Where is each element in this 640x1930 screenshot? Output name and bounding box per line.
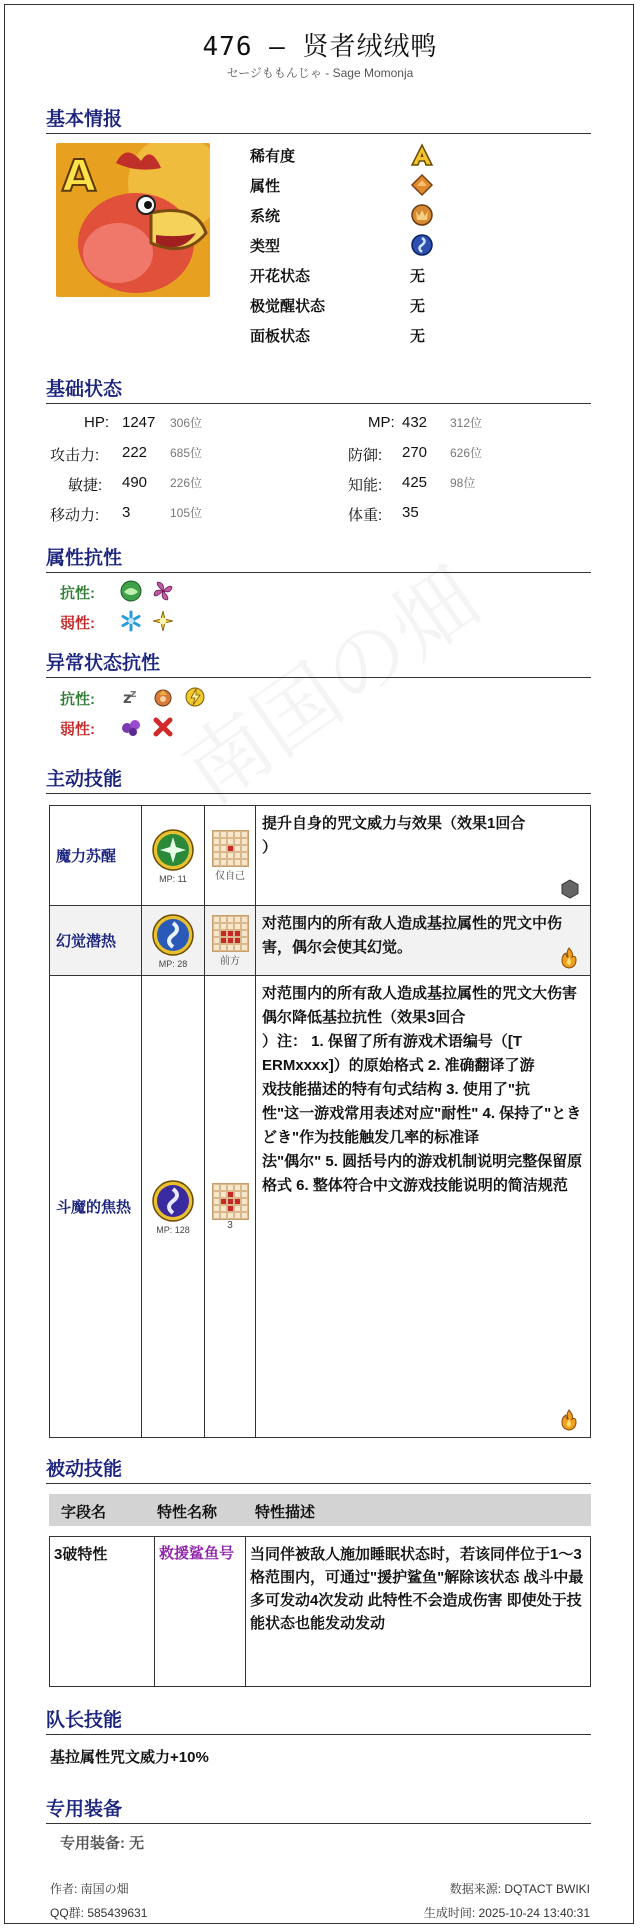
skill-range-label: 前方 (220, 955, 240, 967)
passive-name: 救援鲨鱼号 (155, 1537, 246, 1687)
stat-def-label: 防御: (348, 447, 383, 464)
info-awaken-value: 无 (410, 298, 426, 315)
poison-weak-icon (120, 716, 142, 743)
stat-wt-label: 体重: (348, 507, 383, 524)
skill-description-cell (256, 806, 591, 906)
footer-time: 生成时间: 2025-10-24 13:40:31 (423, 1906, 590, 1920)
stat-def-value: 270 (402, 444, 428, 461)
section-active-skills: 主动技能 (46, 764, 591, 794)
table-row (50, 1537, 591, 1687)
fire-icon (558, 947, 580, 969)
seal-weak-icon (152, 716, 174, 743)
stat-mp-rank: 312位 (450, 416, 483, 430)
stat-atk-value: 222 (122, 444, 148, 461)
stat-atk-label: 攻击力: (50, 447, 100, 464)
info-type-label: 类型 (250, 238, 281, 255)
info-family-label: 系统 (250, 208, 281, 225)
active-skills-table (49, 805, 591, 1438)
svg-text:z: z (130, 687, 137, 700)
section-leader-skill: 队长技能 (46, 1705, 591, 1735)
skill-magic-burst-icon (151, 828, 195, 872)
section-base-stats: 基础状态 (46, 374, 591, 404)
skill-mp: MP: 128 (156, 1224, 190, 1235)
hexagon-icon (560, 879, 580, 899)
skill-illusion-icon (151, 913, 195, 957)
stat-int-label: 知能: (348, 477, 383, 494)
passive-header-field: 字段名 (61, 1504, 107, 1521)
stat-mp-value: 432 (402, 414, 428, 431)
stat-def-rank: 626位 (450, 446, 483, 460)
passive-header-desc: 特性描述 (255, 1504, 316, 1521)
table-row (50, 906, 591, 976)
wind-resist-icon (152, 580, 174, 607)
sleep-resist-icon (120, 686, 142, 713)
status-weak-label: 弱性: (60, 721, 95, 738)
stat-agi-rank: 226位 (170, 476, 203, 490)
stat-mov-rank: 105位 (170, 506, 203, 520)
footer-author: 作者: 南国の畑 (50, 1882, 129, 1896)
info-panel-label: 面板状态 (250, 328, 311, 345)
element-weak-label: 弱性: (60, 615, 95, 632)
passive-skills-table (49, 1536, 591, 1687)
skill-demon-heat-icon (151, 1179, 195, 1223)
earth-resist-icon (120, 580, 142, 607)
monster-portrait (56, 143, 210, 297)
section-exclusive-equip: 专用装备 (46, 1794, 591, 1824)
table-row (50, 806, 591, 906)
section-element-resist: 属性抗性 (46, 543, 591, 573)
skill-description-cell (256, 906, 591, 976)
passive-field: 3破特性 (50, 1537, 155, 1687)
range-grid (212, 915, 249, 952)
info-bloom-value: 无 (410, 268, 426, 285)
page-title: 476 – 贤者绒绒鸭 (202, 32, 438, 62)
passive-table-header (49, 1494, 591, 1526)
stat-hp-label: HP: (84, 414, 110, 431)
section-status-resist: 异常状态抗性 (46, 648, 591, 678)
info-element-label: 属性 (250, 178, 281, 195)
light-weak-icon (152, 610, 174, 637)
footer-source: 数据来源: DQTACT BWIKI (449, 1882, 590, 1896)
section-passive-skills: 被动技能 (46, 1454, 591, 1484)
beast-family-icon (410, 203, 434, 225)
stat-atk-rank: 685位 (170, 446, 203, 460)
section-basic-info: 基本情报 (46, 104, 591, 134)
svg-text:A: A (62, 151, 97, 202)
skill-range-label: 3 (227, 1219, 233, 1231)
table-row (50, 976, 591, 1438)
status-resist-label: 抗性: (60, 691, 95, 708)
skill-name: 魔力苏醒 (50, 806, 142, 906)
passive-header-name: 特性名称 (157, 1504, 218, 1521)
skill-description: 对范围内的所有敌人造成基拉属性的咒文中伤害，偶尔会使其幻觉。 (262, 915, 563, 956)
info-bloom-label: 开花状态 (250, 268, 311, 285)
stat-agi-value: 490 (122, 474, 148, 491)
exclusive-equip-text: 专用装备: 无 (60, 1835, 145, 1852)
skill-icon-cell (142, 976, 205, 1438)
rank-a-icon (410, 143, 434, 165)
info-awaken-label: 极觉醒状态 (250, 298, 326, 315)
skill-description: 提升自身的咒文威力与效果（效果1回合 ） (262, 815, 526, 856)
range-grid (212, 830, 249, 867)
skill-range-cell (205, 806, 256, 906)
skill-icon-cell (142, 906, 205, 976)
svg-text:z: z (123, 689, 132, 707)
skill-range-label: 仅自己 (215, 870, 245, 882)
ice-weak-icon (120, 610, 142, 637)
page-subtitle: セージももんじゃ - Sage Momonja (226, 66, 414, 80)
stat-mp-label: MP: (368, 414, 395, 431)
skill-mp: MP: 11 (159, 873, 187, 884)
leader-skill-text: 基拉属性咒文威力+10% (50, 1749, 209, 1766)
fire-icon (558, 1409, 580, 1431)
info-rarity-label: 稀有度 (250, 148, 296, 165)
stat-mov-label: 移动力: (50, 507, 100, 524)
footer-qq: QQ群: 585439631 (50, 1906, 148, 1920)
skill-range-cell (205, 906, 256, 976)
stat-wt-value: 35 (402, 504, 419, 521)
stat-hp-rank: 306位 (170, 416, 203, 430)
stat-int-value: 425 (402, 474, 428, 491)
stat-agi-label: 敏捷: (68, 477, 103, 494)
paralysis-resist-icon (184, 686, 206, 713)
stat-mov-value: 3 (122, 504, 131, 521)
info-panel-value: 无 (410, 328, 426, 345)
skill-range-cell (205, 976, 256, 1438)
element-resist-label: 抗性: (60, 585, 95, 602)
skill-description-cell (256, 976, 591, 1438)
stat-int-rank: 98位 (450, 476, 476, 490)
skill-mp: MP: 28 (158, 958, 188, 969)
range-grid (212, 1183, 249, 1220)
skill-icon-cell (142, 806, 205, 906)
magic-type-icon (410, 233, 434, 255)
earth-element-icon (410, 173, 434, 195)
stat-hp-value: 1247 (122, 414, 156, 431)
skill-name: 幻觉潜热 (50, 906, 142, 976)
confusion-resist-icon (152, 686, 174, 713)
passive-description: 当同伴被敌人施加睡眠状态时，若该同伴位于1～3格范围内，可通过"援护鲨鱼"解除该状态 战斗中最多可发动4次发动 此特性不会造成伤害 即使处于技能状态也能发动发动 (246, 1537, 591, 1687)
skill-name: 斗魔的焦热 (50, 976, 142, 1438)
skill-description: 对范围内的所有敌人造成基拉属性的咒文大伤害 偶尔降低基拉抗性（效果3回合 ）注： 1. 保留了所有游戏术语编号（[T ERMxxxx]）的原始格式 2. 准确翻译了游 戏技能描述的特有句式结构 3. 使用了"抗 性"这一游戏常用表述对应"耐性" 4. 保持了"ときどき"作为技能触发几率的标准译 法"偶尔" 5. 圆括号内的游戏机制说明完整保留原格式 6. 整体符合中文游戏技能说明的简洁规范 (262, 985, 583, 1194)
